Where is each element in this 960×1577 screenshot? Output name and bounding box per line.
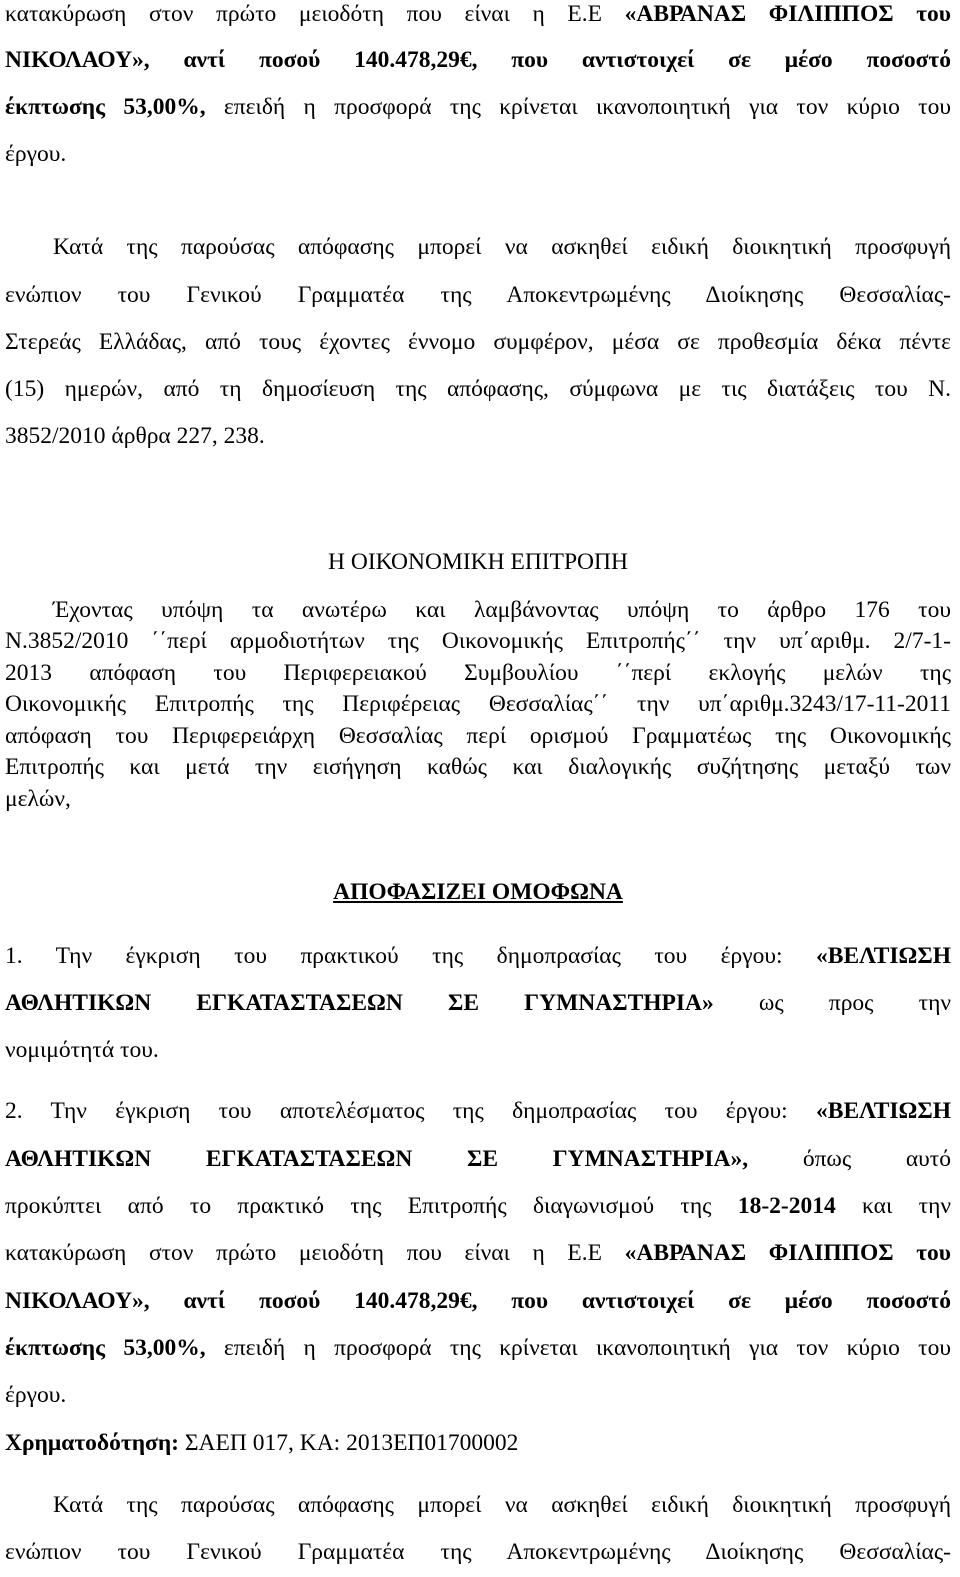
project-title: «ΒΕΛΤΙΩΣΗ xyxy=(816,1098,951,1124)
project-title: ΑΘΛΗΤΙΚΩΝ ΕΓΚΑΤΑΣΤΑΣΕΩΝ ΣΕ ΓΥΜΝΑΣΤΗΡΙΑ» xyxy=(5,990,714,1016)
text-line xyxy=(5,989,951,1017)
text-line: Κατά της παρούσας απόφασης μπορεί να ασκηθεί ειδική διοικητική προσφυγή xyxy=(53,234,951,260)
text-line: 2013 απόφαση του Περιφερειακού Συμβουλίου ΄΄περί εκλογής μελών της xyxy=(5,660,951,686)
text-line xyxy=(5,1145,951,1173)
project-title: ΑΘΛΗΤΙΚΩΝ ΕΓΚΑΤΑΣΤΑΣΕΩΝ ΣΕ ΓΥΜΝΑΣΤΗΡΙΑ», xyxy=(5,1146,749,1172)
funding-value: ΣΑΕΠ 017, ΚΑ: 2013ΕΠ01700002 xyxy=(179,1430,519,1456)
text-line: ΝΙΚΟΛΑΟΥ», αντί ποσού 140.478,29€, που αντιστοιχεί σε μέσο ποσοστό xyxy=(5,1288,951,1314)
text-line: Οικονομικής Επιτροπής της Περιφέρειας Θεσσαλίας΄΄ την υπ΄αριθμ.3243/17-11-2011 xyxy=(5,691,951,717)
text-span: επειδή η προσφορά της κρίνεται ικανοποιητική για τον κύριο του xyxy=(205,94,951,120)
text-span: προκύπτει από το πρακτικό της Επιτροπής διαγωνισμού της xyxy=(5,1193,738,1219)
contractor-name: «ΑΒΡΑΝΑΣ ΦΙΛΙΠΠΟΣ του xyxy=(624,1,951,27)
tender-date: 18-2-2014 xyxy=(737,1193,836,1219)
text-line: ενώπιον του Γενικού Γραμματέα της Αποκεντρωμένης Διοίκησης Θεσσαλίας- xyxy=(5,1539,951,1565)
text-span: κατακύρωση στον πρώτο μειοδότη που είναι η Ε.Ε xyxy=(5,1,625,27)
text-span: 1. Την έγκριση του πρακτικού της δημοπρασίας του έργου: xyxy=(5,943,817,969)
text-line: Έχοντας υπόψη τα ανωτέρω και λαμβάνοντας υπόψη το άρθρο 176 του xyxy=(53,597,951,623)
contractor-name: «ΑΒΡΑΝΑΣ ΦΙΛΙΠΠΟΣ του xyxy=(624,1240,951,1266)
text-line: Κατά της παρούσας απόφασης μπορεί να ασκηθεί ειδική διοικητική προσφυγή xyxy=(53,1492,951,1518)
text-line xyxy=(5,1239,951,1267)
text-line: Στερεάς Ελλάδας, από τους έχοντες έννομο συμφέρον, μέσα σε προθεσμία δέκα πέντε xyxy=(5,329,951,355)
text-line: ΝΙΚΟΛΑΟΥ», αντί ποσού 140.478,29€, που αντιστοιχεί σε μέσο ποσοστό xyxy=(5,47,951,73)
funding-line xyxy=(5,1429,951,1457)
text-line xyxy=(5,0,951,28)
text-line: (15) ημερών, από τη δημοσίευση της απόφασης, σύμφωνα με τις διατάξεις του Ν. xyxy=(5,376,951,402)
text-line xyxy=(5,93,951,121)
text-span: και την xyxy=(835,1193,952,1219)
text-span: όπως αυτό xyxy=(748,1146,951,1172)
project-title: «ΒΕΛΤΙΩΣΗ xyxy=(816,943,951,969)
text-line: Επιτροπής και μετά την εισήγηση καθώς και διαλογικής συζήτησης μεταξύ των xyxy=(5,754,951,780)
funding-label: Χρηματοδότηση: xyxy=(5,1430,179,1456)
text-line: μελών, xyxy=(5,786,71,812)
discount-percentage: έκπτωσης 53,00%, xyxy=(5,1335,206,1361)
text-line: έργου. xyxy=(5,1382,67,1408)
text-line: 3852/2010 άρθρα 227, 238. xyxy=(5,423,265,449)
text-line xyxy=(5,1334,951,1362)
text-line xyxy=(5,942,951,970)
committee-heading: Η ΟΙΚΟΝΟΜΙΚΗ ΕΠΙΤΡΟΠΗ xyxy=(328,549,628,575)
text-line: απόφαση του Περιφερειάρχη Θεσσαλίας περί ορισμού Γραμματέως της Οικονομικής xyxy=(5,723,951,749)
text-line: Ν.3852/2010 ΄΄περί αρμοδιοτήτων της Οικονομικής Επιτροπής΄΄ την υπ΄αριθμ. 2/7-1- xyxy=(5,628,951,654)
text-line xyxy=(5,1192,951,1220)
text-line: νομιμότητά του. xyxy=(5,1037,159,1063)
text-line: ενώπιον του Γενικού Γραμματέα της Αποκεντρωμένης Διοίκησης Θεσσαλίας- xyxy=(5,282,951,308)
text-line xyxy=(5,1097,951,1125)
text-span: επειδή η προσφορά της κρίνεται ικανοποιητική για τον κύριο του xyxy=(205,1335,951,1361)
text-span: κατακύρωση στον πρώτο μειοδότη που είναι η Ε.Ε xyxy=(5,1240,625,1266)
decision-heading: ΑΠΟΦΑΣΙΖΕΙ ΟΜΟΦΩΝΑ xyxy=(333,879,623,905)
text-span: ως προς την xyxy=(713,990,951,1016)
text-line: έργου. xyxy=(5,141,67,167)
discount-percentage: έκπτωσης 53,00%, xyxy=(5,94,206,120)
text-span: 2. Την έγκριση του αποτελέσματος της δημοπρασίας του έργου: xyxy=(5,1098,817,1124)
